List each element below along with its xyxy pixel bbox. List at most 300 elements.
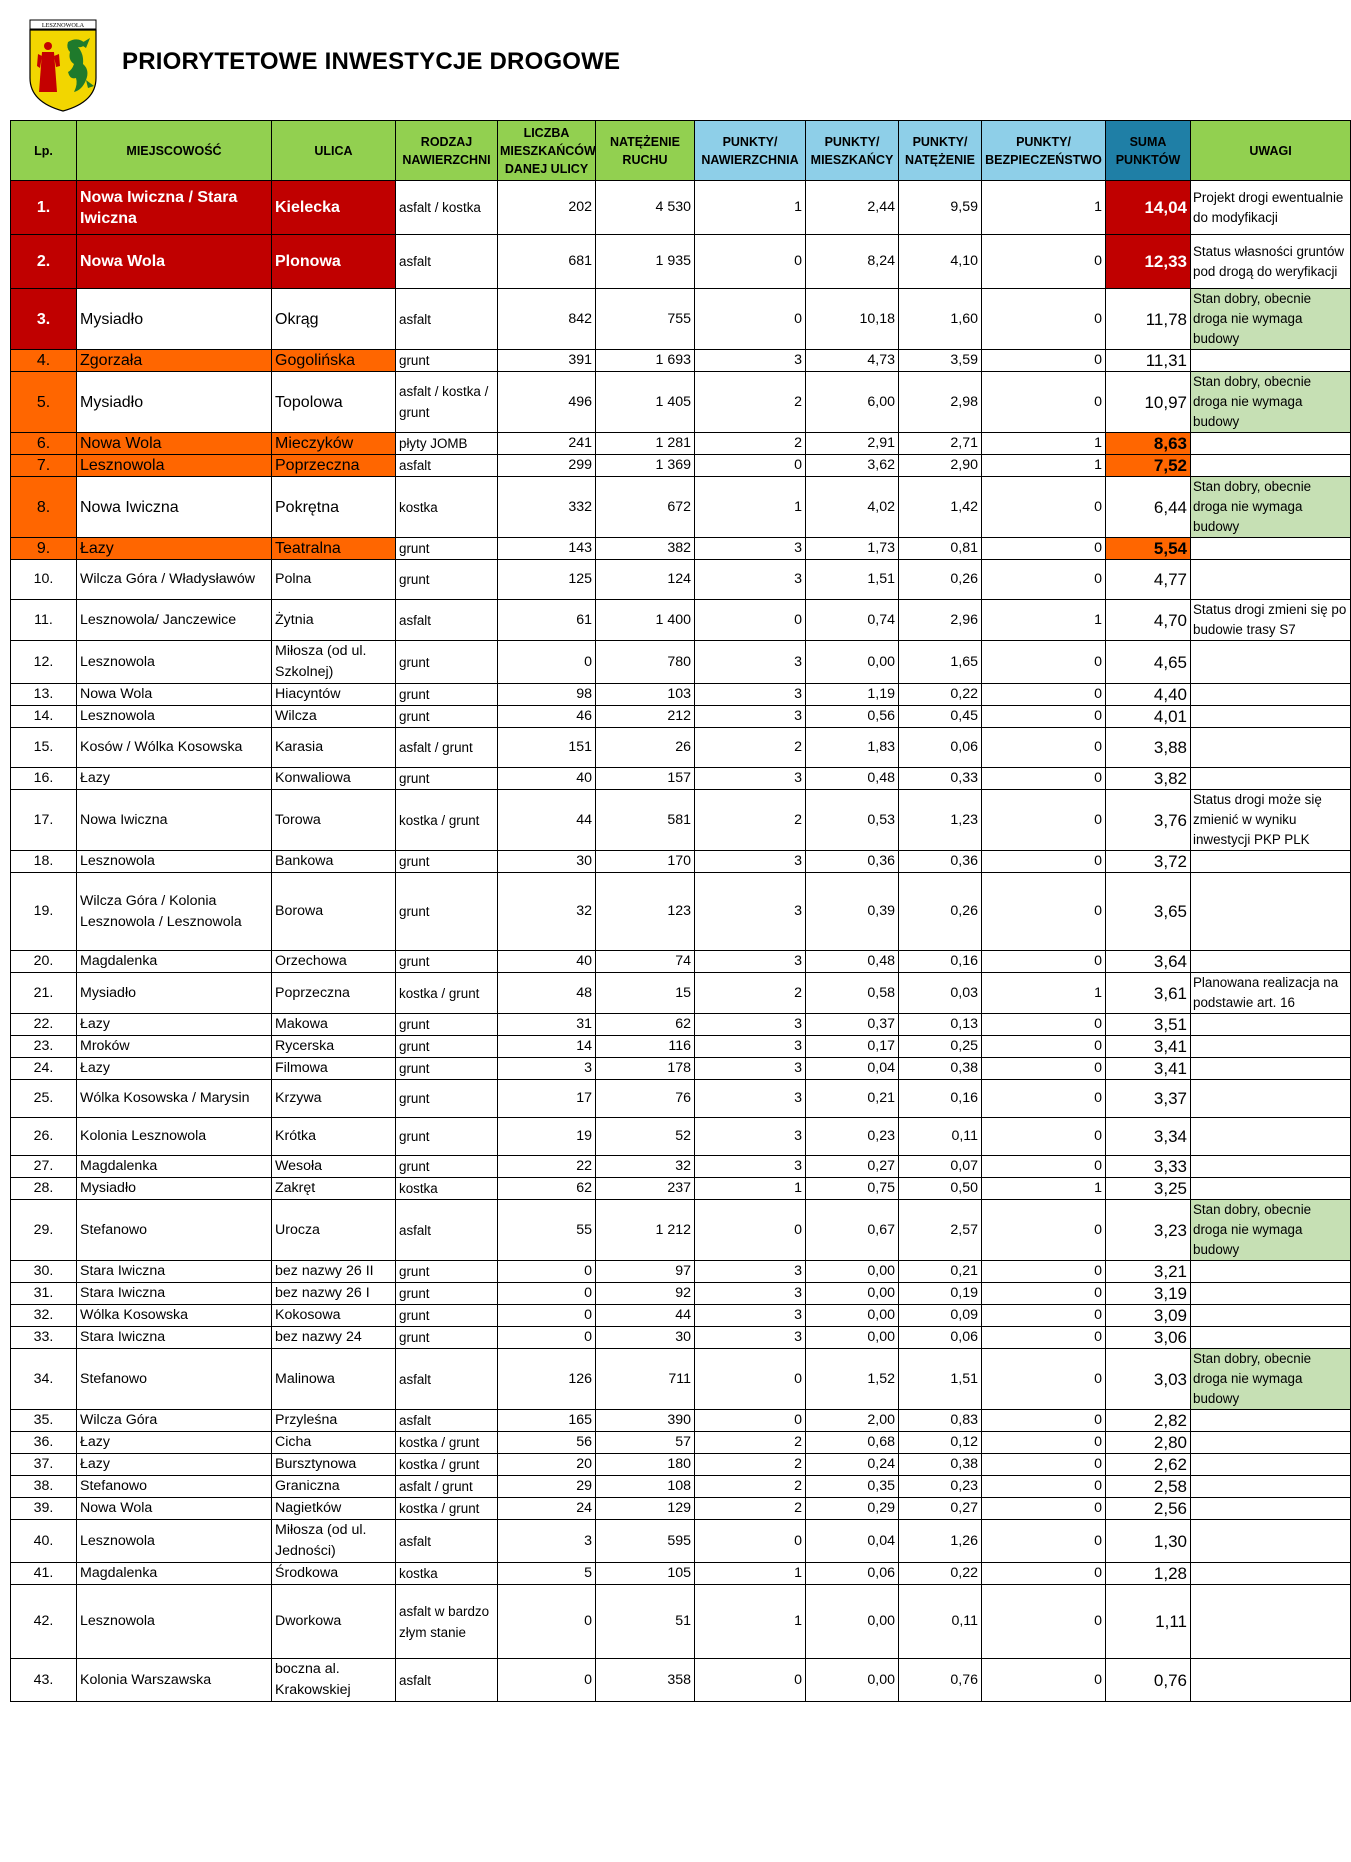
cell-uwagi	[1191, 641, 1351, 684]
table-row	[11, 289, 1351, 350]
cell-lp: 3.	[11, 289, 77, 350]
cell-ulica: Torowa	[272, 790, 396, 851]
cell-punkty-nawierzchnia: 0	[695, 455, 806, 477]
cell-punkty-mieszkancy: 1,52	[806, 1349, 899, 1410]
cell-liczba: 143	[498, 538, 596, 560]
cell-natezenie: 595	[596, 1520, 695, 1563]
cell-rodzaj: kostka / grunt	[396, 973, 498, 1014]
cell-natezenie: 76	[596, 1080, 695, 1118]
table-row	[11, 1585, 1351, 1659]
cell-lp: 19.	[11, 873, 77, 951]
cell-ulica: Pokrętna	[272, 477, 396, 538]
cell-rodzaj: asfalt / kostka / grunt	[396, 372, 498, 433]
cell-miejscowosc: Nowa Iwiczna / Stara Iwiczna	[77, 181, 272, 235]
cell-miejscowosc: Łazy	[77, 1432, 272, 1454]
cell-rodzaj: asfalt / kostka	[396, 181, 498, 235]
cell-liczba: 32	[498, 873, 596, 951]
cell-lp: 10.	[11, 560, 77, 600]
cell-punkty-nawierzchnia: 1	[695, 477, 806, 538]
cell-rodzaj: grunt	[396, 1305, 498, 1327]
cell-punkty-nawierzchnia: 0	[695, 1659, 806, 1702]
table-row	[11, 1118, 1351, 1156]
table-row	[11, 433, 1351, 455]
cell-lp: 5.	[11, 372, 77, 433]
page-title: PRIORYTETOWE INWESTYCJE DROGOWE	[122, 48, 621, 75]
cell-miejscowosc: Łazy	[77, 1014, 272, 1036]
cell-punkty-mieszkancy: 0,17	[806, 1036, 899, 1058]
table-row	[11, 1036, 1351, 1058]
cell-rodzaj: asfalt	[396, 235, 498, 289]
cell-liczba: 40	[498, 768, 596, 790]
cell-lp: 39.	[11, 1498, 77, 1520]
cell-lp: 37.	[11, 1454, 77, 1476]
cell-punkty-natezenie: 0,12	[899, 1432, 982, 1454]
cell-liczba: 202	[498, 181, 596, 235]
cell-natezenie: 51	[596, 1585, 695, 1659]
cell-uwagi	[1191, 1156, 1351, 1178]
cell-miejscowosc: Mysiadło	[77, 1178, 272, 1200]
cell-punkty-mieszkancy: 0,24	[806, 1454, 899, 1476]
cell-uwagi: Stan dobry, obecnie droga nie wymaga budowy	[1191, 289, 1351, 350]
cell-ulica: Krzywa	[272, 1080, 396, 1118]
table-row	[11, 1563, 1351, 1585]
cell-liczba: 3	[498, 1520, 596, 1563]
cell-miejscowosc: Wilcza Góra / Władysławów	[77, 560, 272, 600]
cell-ulica: Okrąg	[272, 289, 396, 350]
cell-punkty-nawierzchnia: 3	[695, 1156, 806, 1178]
cell-punkty-nawierzchnia: 2	[695, 973, 806, 1014]
cell-liczba: 151	[498, 728, 596, 768]
table-row	[11, 873, 1351, 951]
cell-ulica: Teatralna	[272, 538, 396, 560]
cell-natezenie: 15	[596, 973, 695, 1014]
cell-punkty-mieszkancy: 0,39	[806, 873, 899, 951]
cell-punkty-mieszkancy: 0,00	[806, 1283, 899, 1305]
cell-punkty-mieszkancy: 0,58	[806, 973, 899, 1014]
cell-punkty-mieszkancy: 8,24	[806, 235, 899, 289]
cell-natezenie: 105	[596, 1563, 695, 1585]
cell-ulica: Hiacyntów	[272, 684, 396, 706]
cell-natezenie: 92	[596, 1283, 695, 1305]
cell-punkty-bezpieczenstwo: 0	[982, 641, 1106, 684]
cell-punkty-bezpieczenstwo: 0	[982, 1410, 1106, 1432]
cell-liczba: 0	[498, 1305, 596, 1327]
cell-punkty-nawierzchnia: 3	[695, 1118, 806, 1156]
cell-natezenie: 1 693	[596, 350, 695, 372]
cell-miejscowosc: Kolonia Warszawska	[77, 1659, 272, 1702]
cell-uwagi	[1191, 1410, 1351, 1432]
cell-rodzaj: kostka / grunt	[396, 1454, 498, 1476]
cell-rodzaj: grunt	[396, 951, 498, 973]
cell-punkty-bezpieczenstwo: 0	[982, 235, 1106, 289]
cell-punkty-bezpieczenstwo: 0	[982, 1454, 1106, 1476]
cell-rodzaj: asfalt	[396, 289, 498, 350]
cell-punkty-mieszkancy: 0,00	[806, 1585, 899, 1659]
cell-liczba: 332	[498, 477, 596, 538]
cell-miejscowosc: Stefanowo	[77, 1476, 272, 1498]
cell-natezenie: 178	[596, 1058, 695, 1080]
cell-miejscowosc: Wólka Kosowska / Marysin	[77, 1080, 272, 1118]
cell-punkty-bezpieczenstwo: 0	[982, 851, 1106, 873]
cell-liczba: 0	[498, 641, 596, 684]
cell-rodzaj: kostka / grunt	[396, 1432, 498, 1454]
table-row	[11, 728, 1351, 768]
cell-rodzaj: asfalt / grunt	[396, 1476, 498, 1498]
cell-liczba: 40	[498, 951, 596, 973]
cell-lp: 35.	[11, 1410, 77, 1432]
cell-liczba: 0	[498, 1261, 596, 1283]
cell-rodzaj: asfalt	[396, 455, 498, 477]
cell-punkty-nawierzchnia: 3	[695, 873, 806, 951]
cell-punkty-bezpieczenstwo: 0	[982, 1014, 1106, 1036]
cell-miejscowosc: Lesznowola	[77, 641, 272, 684]
cell-punkty-mieszkancy: 4,02	[806, 477, 899, 538]
cell-uwagi	[1191, 1036, 1351, 1058]
cell-suma: 3,64	[1106, 951, 1191, 973]
cell-ulica: Przyleśna	[272, 1410, 396, 1432]
cell-suma: 4,01	[1106, 706, 1191, 728]
cell-natezenie: 180	[596, 1454, 695, 1476]
cell-rodzaj: asfalt	[396, 1410, 498, 1432]
cell-punkty-bezpieczenstwo: 0	[982, 706, 1106, 728]
cell-lp: 41.	[11, 1563, 77, 1585]
cell-suma: 3,51	[1106, 1014, 1191, 1036]
cell-ulica: Żytnia	[272, 600, 396, 641]
cell-punkty-bezpieczenstwo: 0	[982, 951, 1106, 973]
cell-suma: 14,04	[1106, 181, 1191, 235]
cell-ulica: Cicha	[272, 1432, 396, 1454]
cell-liczba: 24	[498, 1498, 596, 1520]
cell-punkty-nawierzchnia: 0	[695, 600, 806, 641]
cell-miejscowosc: Lesznowola/ Janczewice	[77, 600, 272, 641]
cell-punkty-bezpieczenstwo: 0	[982, 1200, 1106, 1261]
cell-uwagi	[1191, 538, 1351, 560]
cell-natezenie: 237	[596, 1178, 695, 1200]
cell-rodzaj: grunt	[396, 768, 498, 790]
cell-liczba: 46	[498, 706, 596, 728]
cell-natezenie: 157	[596, 768, 695, 790]
table-row	[11, 1305, 1351, 1327]
cell-punkty-bezpieczenstwo: 1	[982, 600, 1106, 641]
cell-natezenie: 124	[596, 560, 695, 600]
cell-miejscowosc: Kolonia Lesznowola	[77, 1118, 272, 1156]
cell-natezenie: 711	[596, 1349, 695, 1410]
cell-ulica: Mieczyków	[272, 433, 396, 455]
cell-punkty-nawierzchnia: 0	[695, 235, 806, 289]
cell-punkty-bezpieczenstwo: 0	[982, 1563, 1106, 1585]
cell-ulica: bez nazwy 26 II	[272, 1261, 396, 1283]
cell-uwagi: Projekt drogi ewentualnie do modyfikacji	[1191, 181, 1351, 235]
cell-punkty-nawierzchnia: 3	[695, 538, 806, 560]
cell-rodzaj: asfalt	[396, 1200, 498, 1261]
cell-suma: 2,82	[1106, 1410, 1191, 1432]
cell-punkty-nawierzchnia: 1	[695, 1178, 806, 1200]
cell-natezenie: 123	[596, 873, 695, 951]
cell-liczba: 30	[498, 851, 596, 873]
cell-punkty-nawierzchnia: 3	[695, 1080, 806, 1118]
cell-liczba: 44	[498, 790, 596, 851]
cell-lp: 7.	[11, 455, 77, 477]
cell-uwagi: Stan dobry, obecnie droga nie wymaga budowy	[1191, 1349, 1351, 1410]
cell-ulica: Nagietków	[272, 1498, 396, 1520]
cell-natezenie: 116	[596, 1036, 695, 1058]
cell-punkty-nawierzchnia: 3	[695, 706, 806, 728]
cell-lp: 8.	[11, 477, 77, 538]
cell-lp: 31.	[11, 1283, 77, 1305]
cell-lp: 13.	[11, 684, 77, 706]
cell-punkty-bezpieczenstwo: 0	[982, 1156, 1106, 1178]
cell-punkty-mieszkancy: 2,44	[806, 181, 899, 235]
cell-punkty-nawierzchnia: 2	[695, 1476, 806, 1498]
cell-ulica: Miłosza (od ul. Szkolnej)	[272, 641, 396, 684]
investment-table	[10, 120, 1351, 1702]
cell-punkty-mieszkancy: 0,36	[806, 851, 899, 873]
cell-liczba: 0	[498, 1327, 596, 1349]
cell-punkty-bezpieczenstwo: 0	[982, 1585, 1106, 1659]
col-suma: SUMA PUNKTÓW	[1106, 121, 1191, 181]
cell-punkty-natezenie: 0,13	[899, 1014, 982, 1036]
col-liczba: LICZBA MIESZKAŃCÓW DANEJ ULICY	[498, 121, 596, 181]
cell-uwagi	[1191, 1118, 1351, 1156]
cell-punkty-bezpieczenstwo: 0	[982, 1476, 1106, 1498]
cell-punkty-bezpieczenstwo: 0	[982, 560, 1106, 600]
cell-lp: 30.	[11, 1261, 77, 1283]
page-header	[28, 20, 1288, 116]
col-punkty-nawierzchnia: PUNKTY/ NAWIERZCHNIA	[695, 121, 806, 181]
cell-punkty-mieszkancy: 0,48	[806, 768, 899, 790]
cell-ulica: Wesoła	[272, 1156, 396, 1178]
cell-uwagi	[1191, 455, 1351, 477]
cell-punkty-natezenie: 1,23	[899, 790, 982, 851]
cell-lp: 43.	[11, 1659, 77, 1702]
cell-punkty-natezenie: 1,51	[899, 1349, 982, 1410]
cell-punkty-natezenie: 2,96	[899, 600, 982, 641]
cell-punkty-mieszkancy: 2,91	[806, 433, 899, 455]
cell-liczba: 20	[498, 1454, 596, 1476]
cell-lp: 9.	[11, 538, 77, 560]
cell-punkty-natezenie: 0,03	[899, 973, 982, 1014]
table-row	[11, 1283, 1351, 1305]
cell-suma: 3,21	[1106, 1261, 1191, 1283]
col-rodzaj: RODZAJ NAWIERZCHNI	[396, 121, 498, 181]
cell-punkty-bezpieczenstwo: 0	[982, 684, 1106, 706]
cell-liczba: 56	[498, 1432, 596, 1454]
cell-suma: 3,37	[1106, 1080, 1191, 1118]
cell-rodzaj: grunt	[396, 1156, 498, 1178]
cell-suma: 3,34	[1106, 1118, 1191, 1156]
cell-suma: 3,33	[1106, 1156, 1191, 1178]
cell-punkty-natezenie: 0,83	[899, 1410, 982, 1432]
cell-ulica: Kielecka	[272, 181, 396, 235]
cell-punkty-nawierzchnia: 3	[695, 768, 806, 790]
cell-miejscowosc: Wólka Kosowska	[77, 1305, 272, 1327]
cell-uwagi	[1191, 1283, 1351, 1305]
cell-punkty-bezpieczenstwo: 0	[982, 1283, 1106, 1305]
cell-lp: 40.	[11, 1520, 77, 1563]
cell-uwagi: Planowana realizacja na podstawie art. 16	[1191, 973, 1351, 1014]
cell-uwagi	[1191, 1498, 1351, 1520]
cell-miejscowosc: Nowa Iwiczna	[77, 790, 272, 851]
cell-lp: 18.	[11, 851, 77, 873]
cell-punkty-bezpieczenstwo: 0	[982, 1327, 1106, 1349]
cell-lp: 33.	[11, 1327, 77, 1349]
cell-ulica: Graniczna	[272, 1476, 396, 1498]
cell-punkty-natezenie: 0,16	[899, 951, 982, 973]
cell-uwagi	[1191, 1585, 1351, 1659]
cell-punkty-nawierzchnia: 2	[695, 433, 806, 455]
cell-punkty-mieszkancy: 0,29	[806, 1498, 899, 1520]
cell-ulica: Orzechowa	[272, 951, 396, 973]
cell-punkty-mieszkancy: 0,04	[806, 1058, 899, 1080]
cell-liczba: 0	[498, 1283, 596, 1305]
cell-natezenie: 108	[596, 1476, 695, 1498]
cell-liczba: 29	[498, 1476, 596, 1498]
cell-suma: 0,76	[1106, 1659, 1191, 1702]
cell-liczba: 241	[498, 433, 596, 455]
cell-ulica: Krótka	[272, 1118, 396, 1156]
cell-suma: 4,40	[1106, 684, 1191, 706]
cell-uwagi	[1191, 560, 1351, 600]
cell-punkty-bezpieczenstwo: 1	[982, 433, 1106, 455]
cell-miejscowosc: Stara Iwiczna	[77, 1327, 272, 1349]
cell-punkty-nawierzchnia: 0	[695, 1349, 806, 1410]
cell-lp: 24.	[11, 1058, 77, 1080]
cell-punkty-nawierzchnia: 2	[695, 372, 806, 433]
cell-punkty-natezenie: 0,26	[899, 873, 982, 951]
cell-liczba: 391	[498, 350, 596, 372]
cell-punkty-bezpieczenstwo: 1	[982, 1178, 1106, 1200]
cell-punkty-natezenie: 0,45	[899, 706, 982, 728]
cell-rodzaj: asfalt	[396, 1520, 498, 1563]
cell-punkty-natezenie: 1,60	[899, 289, 982, 350]
cell-lp: 21.	[11, 973, 77, 1014]
cell-punkty-bezpieczenstwo: 0	[982, 1261, 1106, 1283]
cell-ulica: boczna al. Krakowskiej	[272, 1659, 396, 1702]
cell-liczba: 22	[498, 1156, 596, 1178]
cell-suma: 2,58	[1106, 1476, 1191, 1498]
cell-miejscowosc: Mroków	[77, 1036, 272, 1058]
cell-liczba: 48	[498, 973, 596, 1014]
cell-punkty-natezenie: 2,57	[899, 1200, 982, 1261]
cell-punkty-nawierzchnia: 0	[695, 1200, 806, 1261]
col-punkty-natezenie: PUNKTY/ NATĘŻENIE	[899, 121, 982, 181]
cell-punkty-nawierzchnia: 2	[695, 728, 806, 768]
cell-lp: 1.	[11, 181, 77, 235]
cell-liczba: 165	[498, 1410, 596, 1432]
cell-punkty-mieszkancy: 1,51	[806, 560, 899, 600]
cell-lp: 25.	[11, 1080, 77, 1118]
cell-punkty-bezpieczenstwo: 0	[982, 1659, 1106, 1702]
cell-natezenie: 382	[596, 538, 695, 560]
cell-ulica: Topolowa	[272, 372, 396, 433]
table-row	[11, 641, 1351, 684]
cell-ulica: Kokosowa	[272, 1305, 396, 1327]
table-row	[11, 1058, 1351, 1080]
cell-miejscowosc: Nowa Wola	[77, 684, 272, 706]
cell-uwagi	[1191, 1454, 1351, 1476]
cell-punkty-nawierzchnia: 3	[695, 1283, 806, 1305]
cell-natezenie: 1 405	[596, 372, 695, 433]
cell-natezenie: 44	[596, 1305, 695, 1327]
cell-punkty-bezpieczenstwo: 0	[982, 289, 1106, 350]
cell-punkty-natezenie: 0,27	[899, 1498, 982, 1520]
cell-uwagi	[1191, 1563, 1351, 1585]
cell-miejscowosc: Nowa Wola	[77, 1498, 272, 1520]
cell-natezenie: 129	[596, 1498, 695, 1520]
cell-suma: 2,56	[1106, 1498, 1191, 1520]
cell-natezenie: 672	[596, 477, 695, 538]
cell-punkty-natezenie: 0,11	[899, 1585, 982, 1659]
cell-liczba: 842	[498, 289, 596, 350]
cell-uwagi	[1191, 433, 1351, 455]
table-row	[11, 181, 1351, 235]
cell-rodzaj: grunt	[396, 851, 498, 873]
table-row	[11, 706, 1351, 728]
cell-miejscowosc: Lesznowola	[77, 706, 272, 728]
cell-rodzaj: grunt	[396, 1080, 498, 1118]
cell-uwagi	[1191, 1520, 1351, 1563]
table-row	[11, 235, 1351, 289]
cell-ulica: Rycerska	[272, 1036, 396, 1058]
cell-uwagi	[1191, 1058, 1351, 1080]
cell-rodzaj: grunt	[396, 1014, 498, 1036]
cell-liczba: 17	[498, 1080, 596, 1118]
cell-lp: 16.	[11, 768, 77, 790]
cell-miejscowosc: Mysiadło	[77, 973, 272, 1014]
cell-punkty-mieszkancy: 1,73	[806, 538, 899, 560]
cell-punkty-mieszkancy: 10,18	[806, 289, 899, 350]
table-header-row	[11, 121, 1351, 181]
cell-lp: 36.	[11, 1432, 77, 1454]
cell-punkty-natezenie: 0,06	[899, 1327, 982, 1349]
table-row	[11, 684, 1351, 706]
cell-punkty-bezpieczenstwo: 0	[982, 873, 1106, 951]
cell-ulica: Gogolińska	[272, 350, 396, 372]
cell-punkty-natezenie: 1,42	[899, 477, 982, 538]
cell-punkty-natezenie: 0,19	[899, 1283, 982, 1305]
cell-punkty-mieszkancy: 3,62	[806, 455, 899, 477]
cell-uwagi	[1191, 1178, 1351, 1200]
cell-punkty-natezenie: 2,98	[899, 372, 982, 433]
cell-suma: 12,33	[1106, 235, 1191, 289]
cell-punkty-bezpieczenstwo: 0	[982, 1305, 1106, 1327]
cell-suma: 2,80	[1106, 1432, 1191, 1454]
cell-lp: 12.	[11, 641, 77, 684]
cell-natezenie: 581	[596, 790, 695, 851]
cell-punkty-mieszkancy: 0,67	[806, 1200, 899, 1261]
cell-uwagi	[1191, 768, 1351, 790]
cell-punkty-bezpieczenstwo: 0	[982, 790, 1106, 851]
cell-miejscowosc: Stefanowo	[77, 1200, 272, 1261]
cell-punkty-nawierzchnia: 3	[695, 951, 806, 973]
cell-natezenie: 57	[596, 1432, 695, 1454]
cell-suma: 4,77	[1106, 560, 1191, 600]
cell-punkty-mieszkancy: 0,35	[806, 1476, 899, 1498]
cell-natezenie: 755	[596, 289, 695, 350]
cell-punkty-mieszkancy: 1,19	[806, 684, 899, 706]
cell-punkty-mieszkancy: 0,37	[806, 1014, 899, 1036]
cell-punkty-natezenie: 0,21	[899, 1261, 982, 1283]
cell-ulica: Poprzeczna	[272, 455, 396, 477]
table-row	[11, 455, 1351, 477]
cell-rodzaj: asfalt / grunt	[396, 728, 498, 768]
cell-miejscowosc: Kosów / Wólka Kosowska	[77, 728, 272, 768]
cell-punkty-natezenie: 0,22	[899, 1563, 982, 1585]
cell-miejscowosc: Stara Iwiczna	[77, 1261, 272, 1283]
cell-natezenie: 390	[596, 1410, 695, 1432]
table-row	[11, 1200, 1351, 1261]
table-row	[11, 790, 1351, 851]
